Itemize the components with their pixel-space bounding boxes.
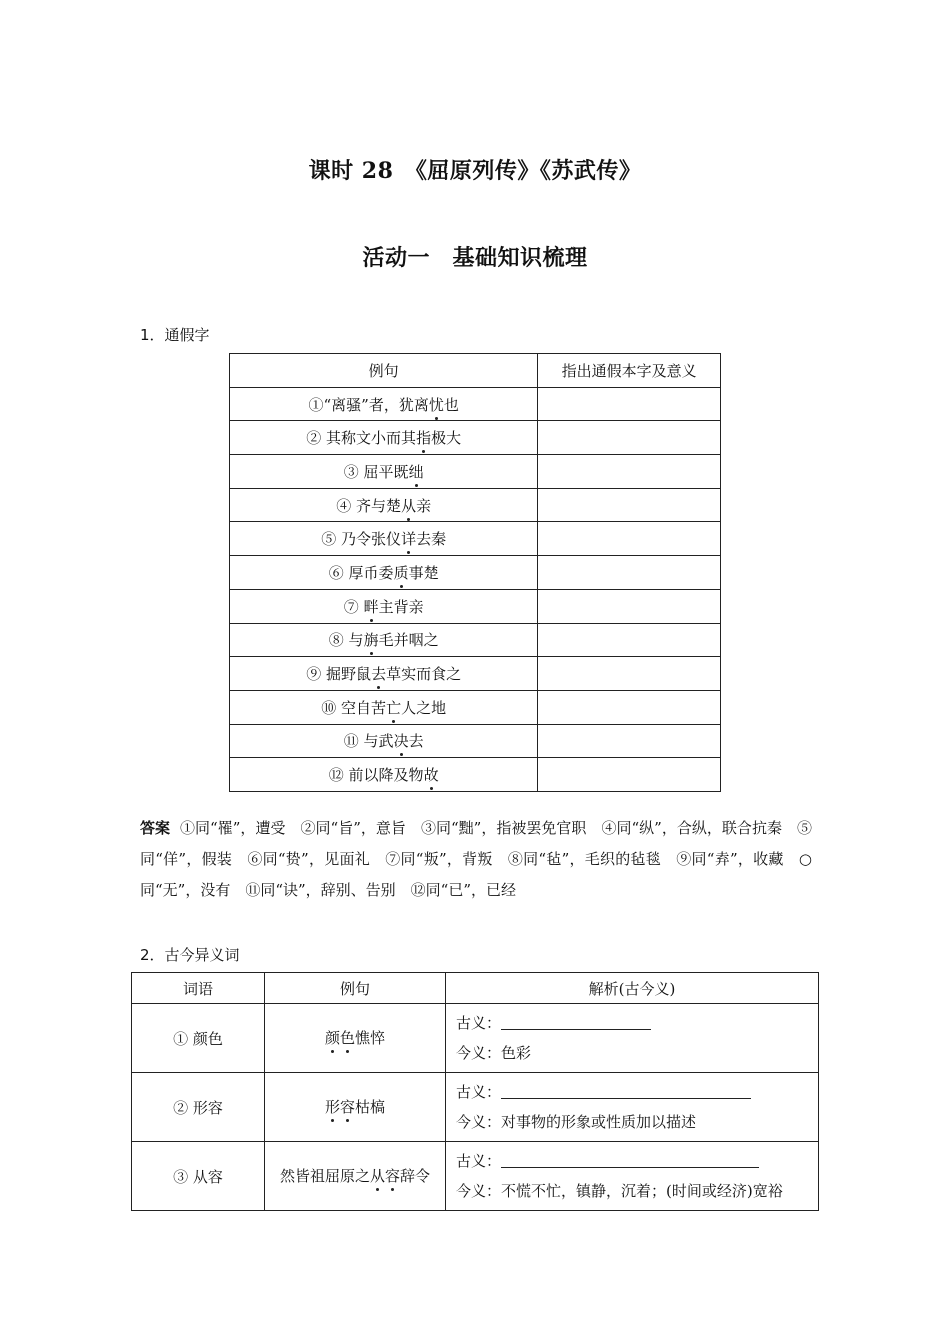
sentence-text: ⑩ 空自苦 — [321, 698, 387, 717]
example-sentence-cell — [230, 421, 538, 455]
answer-blank-cell[interactable] — [538, 724, 721, 758]
answer-blank-cell[interactable] — [538, 589, 721, 623]
example-sentence-cell — [230, 522, 538, 556]
answer-blank-cell[interactable] — [538, 657, 721, 691]
page-title: 课时 28 《屈原列传》《苏武传》 — [308, 158, 642, 184]
answer-block — [140, 813, 812, 906]
dotted-character: 决 — [393, 732, 409, 751]
sentence-text: 然皆祖屈原之 — [279, 1167, 370, 1185]
dotted-character: 去 — [371, 665, 387, 684]
section-heading-gujinyiyi: 2．古今异义词 — [140, 946, 240, 964]
analysis-cell — [446, 1073, 819, 1142]
dotted-character: 亡 — [386, 698, 402, 717]
table-row — [230, 421, 721, 455]
example-sentence-cell — [230, 623, 538, 657]
answer-blank-cell[interactable] — [538, 623, 721, 657]
answer-blank-cell[interactable] — [538, 387, 721, 421]
dotted-character: 畔 — [363, 597, 379, 616]
table-row — [230, 522, 721, 556]
sentence-text: ⑨ 掘野鼠 — [306, 665, 372, 684]
fill-in-blank[interactable] — [501, 1011, 651, 1030]
table-row — [230, 455, 721, 489]
sentence-text: 亲 — [416, 496, 432, 515]
sentence-text: ⑤ 乃令张仪 — [321, 530, 402, 549]
dotted-character: 质 — [393, 563, 409, 582]
modern-meaning: 今义：色彩 — [456, 1044, 532, 1062]
dotted-character: 颜 — [324, 1029, 340, 1047]
answer-blank-cell[interactable] — [538, 690, 721, 724]
analysis-cell — [446, 1004, 819, 1073]
column-header-answer: 指出通假本字及意义 — [538, 354, 721, 388]
dotted-character: 从 — [401, 496, 417, 515]
example-sentence-cell — [230, 488, 538, 522]
section-heading-tongjiazi: 1．通假字 — [140, 326, 210, 344]
ancient-meaning-line — [456, 1008, 808, 1038]
dotted-character: 容 — [385, 1167, 401, 1185]
dotted-character: 从 — [369, 1167, 385, 1185]
activity-subtitle: 活动一 基础知识梳理 — [362, 245, 588, 271]
example-sentence-cell — [230, 690, 538, 724]
table-row — [230, 623, 721, 657]
sentence-text: 憔悴 — [355, 1029, 386, 1047]
modern-meaning: 今义：不慌不忙，镇静，沉着；(时间或经济)宽裕 — [456, 1182, 783, 1200]
table-header-row — [132, 973, 819, 1004]
dotted-character: 色 — [339, 1029, 355, 1047]
table-row — [230, 724, 721, 758]
example-sentence-cell — [230, 724, 538, 758]
answer-blank-cell[interactable] — [538, 522, 721, 556]
table-row — [132, 1004, 819, 1073]
sentence-text: 去 — [408, 732, 424, 751]
answer-blank-cell[interactable] — [538, 488, 721, 522]
dotted-character: 忧 — [428, 395, 444, 414]
word-cell: ③ 从容 — [132, 1142, 265, 1211]
dotted-character: 形 — [324, 1098, 340, 1116]
table-header-row — [230, 354, 721, 388]
fill-in-blank[interactable] — [501, 1149, 759, 1168]
table-row — [230, 488, 721, 522]
example-sentence-cell — [230, 758, 538, 792]
answer-blank-cell[interactable] — [538, 758, 721, 792]
analysis-cell — [446, 1142, 819, 1211]
dotted-character: 详 — [401, 530, 417, 549]
table-row — [230, 657, 721, 691]
example-sentence-cell — [230, 455, 538, 489]
table-row — [230, 387, 721, 421]
table-row — [132, 1073, 819, 1142]
sentence-text: 去秦 — [416, 530, 447, 549]
sentence-text: 枯槁 — [355, 1098, 386, 1116]
column-header-word: 词语 — [132, 973, 265, 1004]
sentence-text: 也 — [443, 395, 459, 414]
modern-meaning: 今义：对事物的形象或性质加以描述 — [456, 1113, 697, 1131]
table-row — [230, 589, 721, 623]
column-header-analysis: 解析(古今义) — [446, 973, 819, 1004]
table-row — [230, 758, 721, 792]
sentence-text: 毛并咽之 — [378, 631, 439, 650]
sentence-text: 主背亲 — [378, 597, 424, 616]
gujinyiyi-table — [131, 972, 819, 1211]
example-sentence-cell — [230, 556, 538, 590]
answer-blank-cell[interactable] — [538, 556, 721, 590]
sentence-text: 极大 — [431, 429, 462, 448]
sentence-text: 人之地 — [401, 698, 447, 717]
example-cell — [265, 1142, 446, 1211]
word-cell: ② 形容 — [132, 1073, 265, 1142]
answer-blank-cell[interactable] — [538, 455, 721, 489]
tongjiazi-table — [229, 353, 721, 792]
ancient-meaning-label: 古义： — [456, 1083, 502, 1101]
column-header-example: 例句 — [265, 973, 446, 1004]
answer-text: ①同“罹”，遭受 ②同“旨”，意旨 ③同“黜”，指被罢免官职 ④同“纵”，合纵，联合抗秦 ⑤同“佯”，假装 ⑥同“贽”，见面礼 ⑦同“叛”，背叛 ⑧同“毡”，毛织的毡毯 ⑨同“弆”，收藏 ○同“无”，没有 ⑪同“诀”，辞别、告别 ⑫同“已”，已经 — [140, 819, 812, 899]
sentence-text: ② 其称文小而其 — [306, 429, 417, 448]
table-row — [132, 1142, 819, 1211]
sentence-text: ⑦ — [343, 597, 364, 616]
dotted-character: 指 — [416, 429, 432, 448]
table-row — [230, 556, 721, 590]
sentence-text: ⑪ 与武 — [343, 732, 394, 751]
ancient-meaning-label: 古义： — [456, 1152, 502, 1170]
dotted-character: 旃 — [363, 631, 379, 650]
column-header-example: 例句 — [230, 354, 538, 388]
example-sentence-cell — [230, 589, 538, 623]
sentence-text: ①“离骚”者，犹离 — [308, 395, 429, 414]
sentence-text: ④ 齐与楚 — [336, 496, 402, 515]
sentence-text: ③ 屈平既 — [343, 462, 409, 481]
fill-in-blank[interactable] — [501, 1080, 751, 1099]
sentence-text: ⑥ 厚币委 — [328, 563, 394, 582]
dotted-character: 故 — [423, 766, 439, 785]
dotted-character: 容 — [339, 1098, 355, 1116]
sentence-text: ⑫ 前以降及物 — [328, 766, 424, 785]
sentence-text: ⑧ 与 — [328, 631, 364, 650]
sentence-text: 事楚 — [408, 563, 439, 582]
word-cell: ① 颜色 — [132, 1004, 265, 1073]
ancient-meaning-line — [456, 1146, 808, 1176]
ancient-meaning-line — [456, 1077, 808, 1107]
example-cell — [265, 1004, 446, 1073]
table-row — [230, 690, 721, 724]
answer-label: 答案 — [140, 819, 171, 837]
dotted-character: 绌 — [408, 462, 424, 481]
sentence-text: 辞令 — [400, 1167, 431, 1185]
answer-blank-cell[interactable] — [538, 421, 721, 455]
ancient-meaning-label: 古义： — [456, 1014, 502, 1032]
example-cell — [265, 1073, 446, 1142]
example-sentence-cell — [230, 387, 538, 421]
example-sentence-cell — [230, 657, 538, 691]
sentence-text: 草实而食之 — [386, 665, 462, 684]
